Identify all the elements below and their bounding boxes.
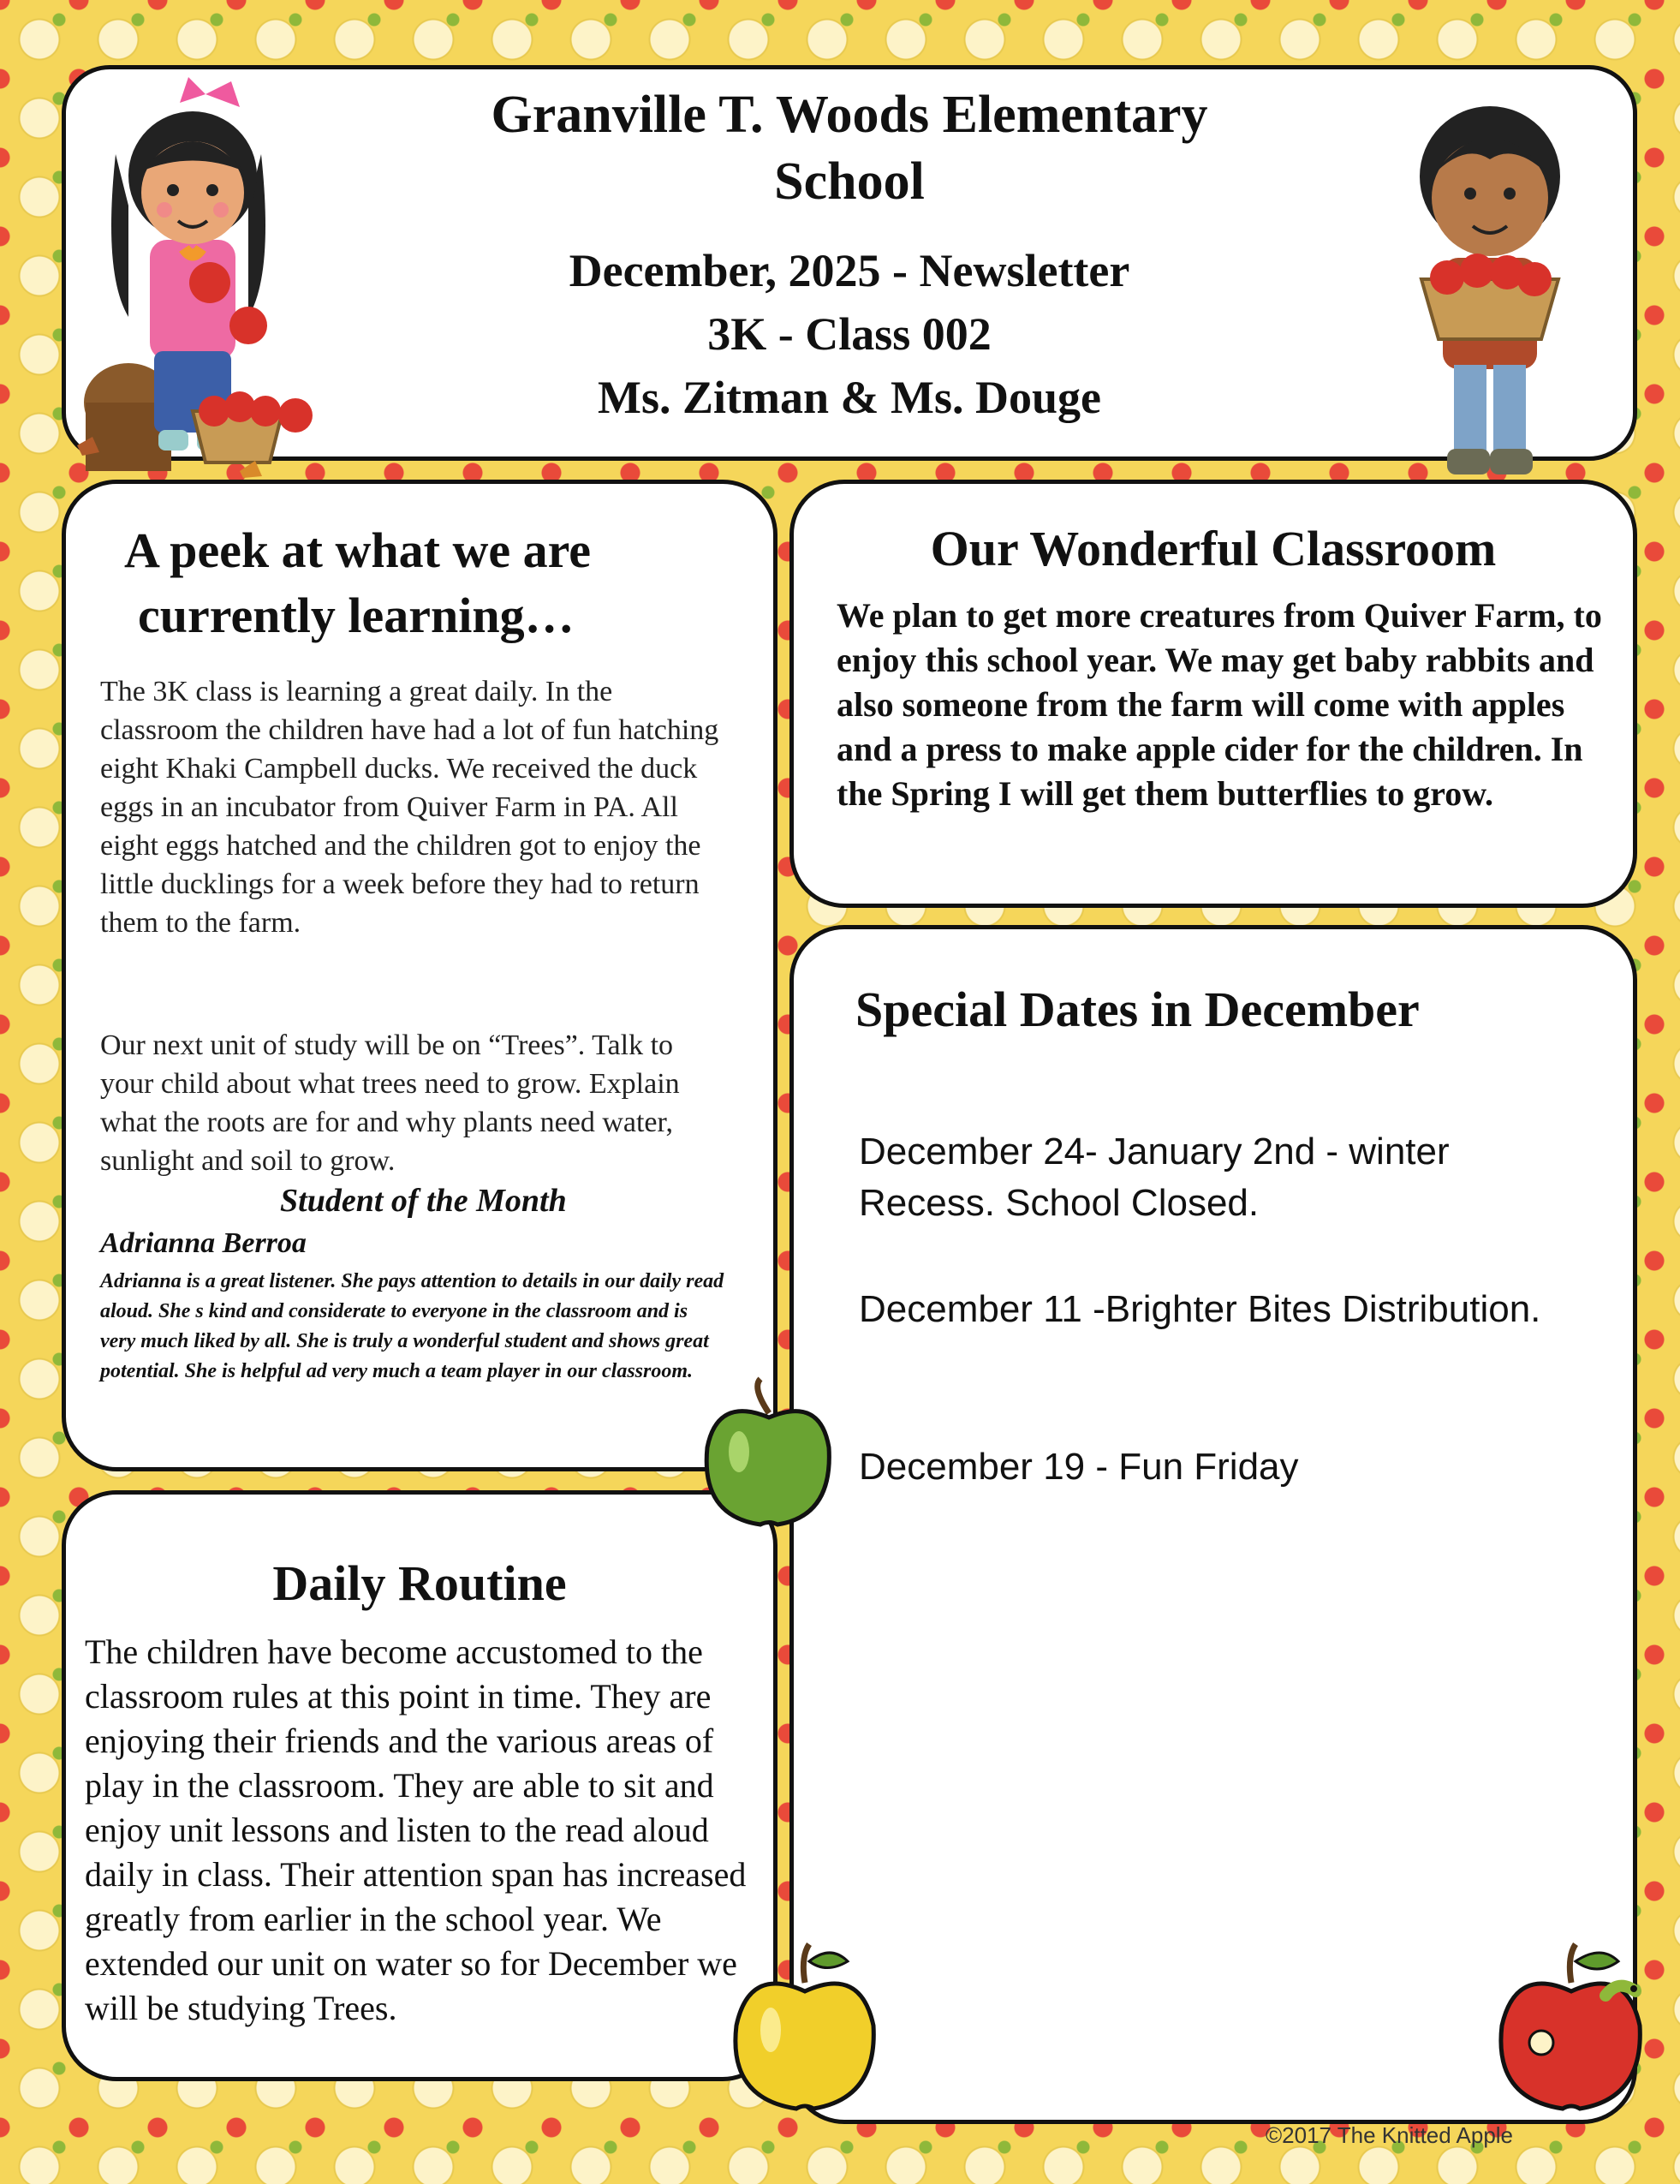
daily-routine-title: Daily Routine	[272, 1555, 567, 1611]
teachers: Ms. Zitman & Ms. Douge	[598, 372, 1101, 423]
learning-paragraph-2: Our next unit of study will be on “Trees”. Talk to your child about what trees need to grow. Explain what the roots are for and why plants need water, sunlight and soil to grow.	[100, 1029, 680, 1177]
student-of-month-heading: Student of the Month	[280, 1183, 567, 1219]
classroom-panel	[789, 480, 1637, 908]
learning-title-line1: A peek at what we are	[124, 522, 592, 578]
green-apple-icon	[700, 1379, 837, 1533]
boy-with-apple-basket-illustration	[1387, 82, 1593, 493]
learning-title-line2: currently learning…	[138, 588, 575, 643]
classroom-title: Our Wonderful Classroom	[930, 521, 1497, 576]
newsletter-date: December, 2025 - Newsletter	[569, 245, 1130, 296]
yellow-apple-icon	[728, 1944, 882, 2115]
special-dates-title: Special Dates in December	[855, 982, 1420, 1037]
daily-routine-panel	[62, 1490, 777, 2081]
student-description: Adrianna is a great listener. She pays attention to details in our daily read aloud. She s kind and considerate to everyone in the classroom and is very much liked by all. She is truly a wonderful student and shows great potential. She is helpful ad very much a team player in our classroom.	[100, 1270, 724, 1382]
daily-routine-text: The children have become accustomed to the classroom rules at this point in time. They are enjoying their friends and the various areas of play in the classroom. They are able to sit and enjoy unit lessons and listen to the read aloud daily in class. Their attention span has increased greatly from earlier in the school year. We extended our unit on water so for December we will be studying Trees.	[85, 1632, 747, 2027]
classroom-text: We plan to get more creatures from Quiver Farm, to enjoy this school year. We may get baby rabbits and also someone from the farm will come with apples and a press to make apple cider for the children. In the Spring I will get them butterflies to grow.	[837, 596, 1602, 813]
red-apple-with-worm-icon	[1490, 1944, 1653, 2115]
date-item: December 19 - Fun Friday	[859, 1446, 1299, 1488]
learning-panel	[62, 480, 777, 1471]
date-item: December 11 -Brighter Bites Distribution.	[859, 1288, 1541, 1330]
student-name: Adrianna Berroa	[100, 1227, 307, 1259]
date-item: December 24- January 2nd - winter Recess. School Closed.	[859, 1131, 1450, 1224]
copyright-footer: ©2017 The Knitted Apple	[1266, 2122, 1514, 2148]
class-name: 3K - Class 002	[707, 308, 992, 360]
girl-with-apples-illustration	[69, 77, 343, 480]
learning-paragraph-1: The 3K class is learning a great daily. In the classroom the children have had a lot of fun hatching eight Khaki Campbell ducks. We received the duck eggs in an incubator from Quiver Farm in PA. All eight eggs hatched and the children got to enjoy the little ducklings for a week before they had to return them to the farm.	[100, 676, 719, 939]
school-name-line2: School	[774, 152, 925, 211]
school-name-line1: Granville T. Woods Elementary	[491, 86, 1208, 144]
